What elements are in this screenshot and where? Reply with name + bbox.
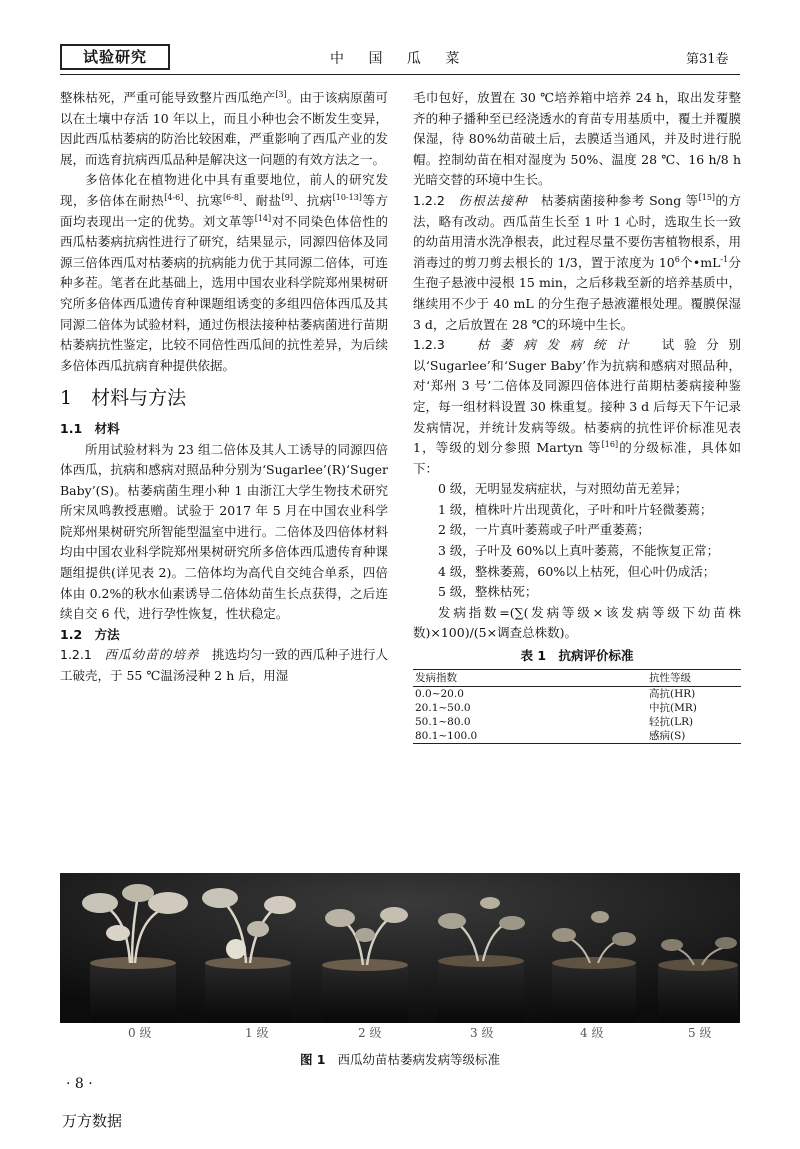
table-cell: 80.1~100.0 — [413, 729, 639, 744]
table-cell: 0.0~20.0 — [415, 687, 464, 700]
level-label: 1 级 — [245, 1026, 269, 1040]
table-row — [413, 715, 741, 729]
table-row — [413, 701, 741, 715]
table-row — [413, 686, 741, 701]
table-title: 表 1 抗病评价标准 — [520, 648, 634, 664]
level-label: 4 级 — [580, 1026, 604, 1040]
paragraph-polyploidy: 多倍体化在植物进化中具有重要地位，前人的研究发现，多倍体在耐热[4-6]、抗寒[6-8]、耐盐[9]、抗病[10-13]等方面均表现出一定的优势。刘文革等[14]对不同染色体倍性的西瓜枯萎病抗病性进行了研究，结果显示，同源四倍体及同源三倍体西瓜对枯萎病的抗病能力优于其同源二倍体，可连种多茬。笔者在此基础上，选用中国农业科学院郑州果树研究所多倍体西瓜遗传育种课题组诱变的多组四倍体西瓜及其同源二倍体为试验材料，通过伤根法接种枯萎病菌进行苗期枯萎病抗性鉴定，比较不同倍性西瓜间的抗性差异，为后续多倍体西瓜抗病育种提供依据。 — [60, 172, 388, 373]
level-label: 3 级 — [470, 1026, 494, 1040]
table-cell: 感病(S) — [639, 729, 741, 744]
table-header: 发病指数 — [413, 669, 639, 686]
figure-caption: 图 1 西瓜幼苗枯萎病发病等级标准 — [299, 1052, 501, 1067]
grade-item: 3 级，子叶及 60%以上真叶萎蔫，不能恢复正常； — [438, 543, 720, 559]
resistance-table — [413, 669, 741, 744]
right-column — [413, 88, 741, 744]
grade-item: 0 级，无明显发病症状，与对照幼苗无差异； — [438, 481, 688, 497]
table-header-row — [413, 669, 741, 686]
section-heading-methods: 1 材料与方法 — [60, 387, 187, 410]
header-divider — [60, 74, 740, 75]
level-label: 2 级 — [358, 1026, 382, 1040]
paragraph-disease-stats: 1.2.3 枯萎病发病统计 试验分别以‘Sugarlee’和‘Suger Baby’作为抗病和感病对照品种，对‘郑州 3 号’二倍体及同源四倍体进行苗期枯萎病接种鉴定，每一组材料设置 30 株重复。接种 3 d 后每天下午记录发病情况，并统计发病等级。枯萎病的抗性评价标准见表 1，等级的划分参照 Martyn 等[16]的分级标准，具体如下： — [413, 337, 741, 476]
paragraph-materials: 所用试验材料为 23 组二倍体及其人工诱导的同源四倍体西瓜，抗病和感病对照品种分别为‘Sugarlee’(R)‘Suger Baby’(S)。枯萎病菌生理小种 1 由浙江大学生物技术研究所宋凤鸣教授惠赠。试验于 2017 年 5 月在中国农业科学院郑州果树研究所智能型温室中进行。二倍体及四倍体材料均由中国农业科学院郑州果树研究所多倍体西瓜遗传育种课题组提供(详见表 2)。二倍体均为高代自交纯合单系，四倍体由 0.2%的秋水仙素诱导二倍体幼苗生长点获得，之后连续自交 6 代，进行孕性恢复，性状稳定。 — [60, 441, 388, 622]
page-number: · 8 · — [66, 1076, 93, 1092]
table-cell: 20.1~50.0 — [415, 701, 471, 714]
database-watermark: 万方数据 — [62, 1112, 123, 1130]
paragraph-seedling-culture: 1.2.1 西瓜幼苗的培养 挑选均匀一致的西瓜种子进行人工破壳，于 55 ℃温汤浸种 2 h 后，用湿 — [60, 647, 388, 684]
section-tag: 试验研究 — [60, 44, 170, 70]
paragraph-seedling-culture-cont: 毛巾包好，放置在 30 ℃培养箱中培养 24 h，取出发芽整齐的种子播种至已经浇透水的育苗专用基质中，覆土并覆膜保湿，待 80%幼苗破土后，去膜适当通风，并及时进行脱帽。控制幼苗在相对湿度为 50%、温度 28 ℃、16 h/8 h 光暗交替的环境中生长。 — [413, 90, 741, 188]
left-column — [60, 88, 388, 687]
table-cell: 轻抗(LR) — [649, 715, 694, 728]
level-label: 5 级 — [688, 1026, 712, 1040]
grade-item: 1 级，植株叶片出现黄化，子叶和叶片轻微萎蔫； — [438, 501, 713, 517]
table-header: 抗性等级 — [639, 669, 741, 686]
table-row — [413, 729, 741, 744]
level-label: 0 级 — [128, 1026, 152, 1040]
table-cell: 中抗(MR) — [649, 701, 697, 714]
journal-name: 中 国 瓜 菜 — [330, 51, 470, 67]
seedling-photo-image — [60, 873, 740, 1023]
paragraph-root-dip: 1.2.2 伤根法接种 枯萎病菌接种参考 Song 等[15]的方法，略有改动。西瓜苗生长至 1 叶 1 心时，选取生长一致的幼苗用清水洗净根表，此过程尽量不要伤害植物根系，用消毒过的剪刀剪去根长的 1/3，置于浓度为 $10^6$个$•mL^{-1}$分生孢子悬液中浸根 15 min，之后移栽至新的培养基质中，继续用不少于 40 mL 的分生孢子悬液灌根处理。覆膜保湿 3 d，之后放置在 28 ℃的环境中生长。 — [413, 192, 741, 332]
grade-item: 4 级，整株萎蔫，60%以上枯死，但心叶仍成活； — [438, 563, 716, 579]
volume-label: 第31卷 — [686, 52, 729, 67]
grade-item: 2 级，一片真叶萎蔫或子叶严重萎蔫； — [438, 522, 650, 538]
table-cell: 高抗(HR) — [649, 687, 696, 700]
table-cell: 50.1~80.0 — [415, 715, 471, 728]
figure-level-labels — [60, 1024, 740, 1042]
formula-disease-index: 发病指数=(∑(发病等级×该发病等级下幼苗株数)×100)/(5×调查总株数)。 — [413, 604, 741, 641]
subsection-heading-method: 1.2 方法 — [60, 626, 120, 642]
seedling-photo — [60, 873, 740, 1023]
paragraph-intro-end: 整株枯死，严重可能导致整片西瓜绝产[3]。由于该病原菌可以在土壤中存活 10 年以上，而且小种也会不断发生变异，因此西瓜枯萎病的防治比较困难，严重影响了西瓜产业的发展，而选育抗病西瓜品种是解决这一问题的有效方法之一。 — [60, 89, 388, 167]
subsection-heading-materials: 1.1 材料 — [60, 420, 120, 436]
grade-item: 5 级，整株枯死； — [438, 584, 538, 600]
